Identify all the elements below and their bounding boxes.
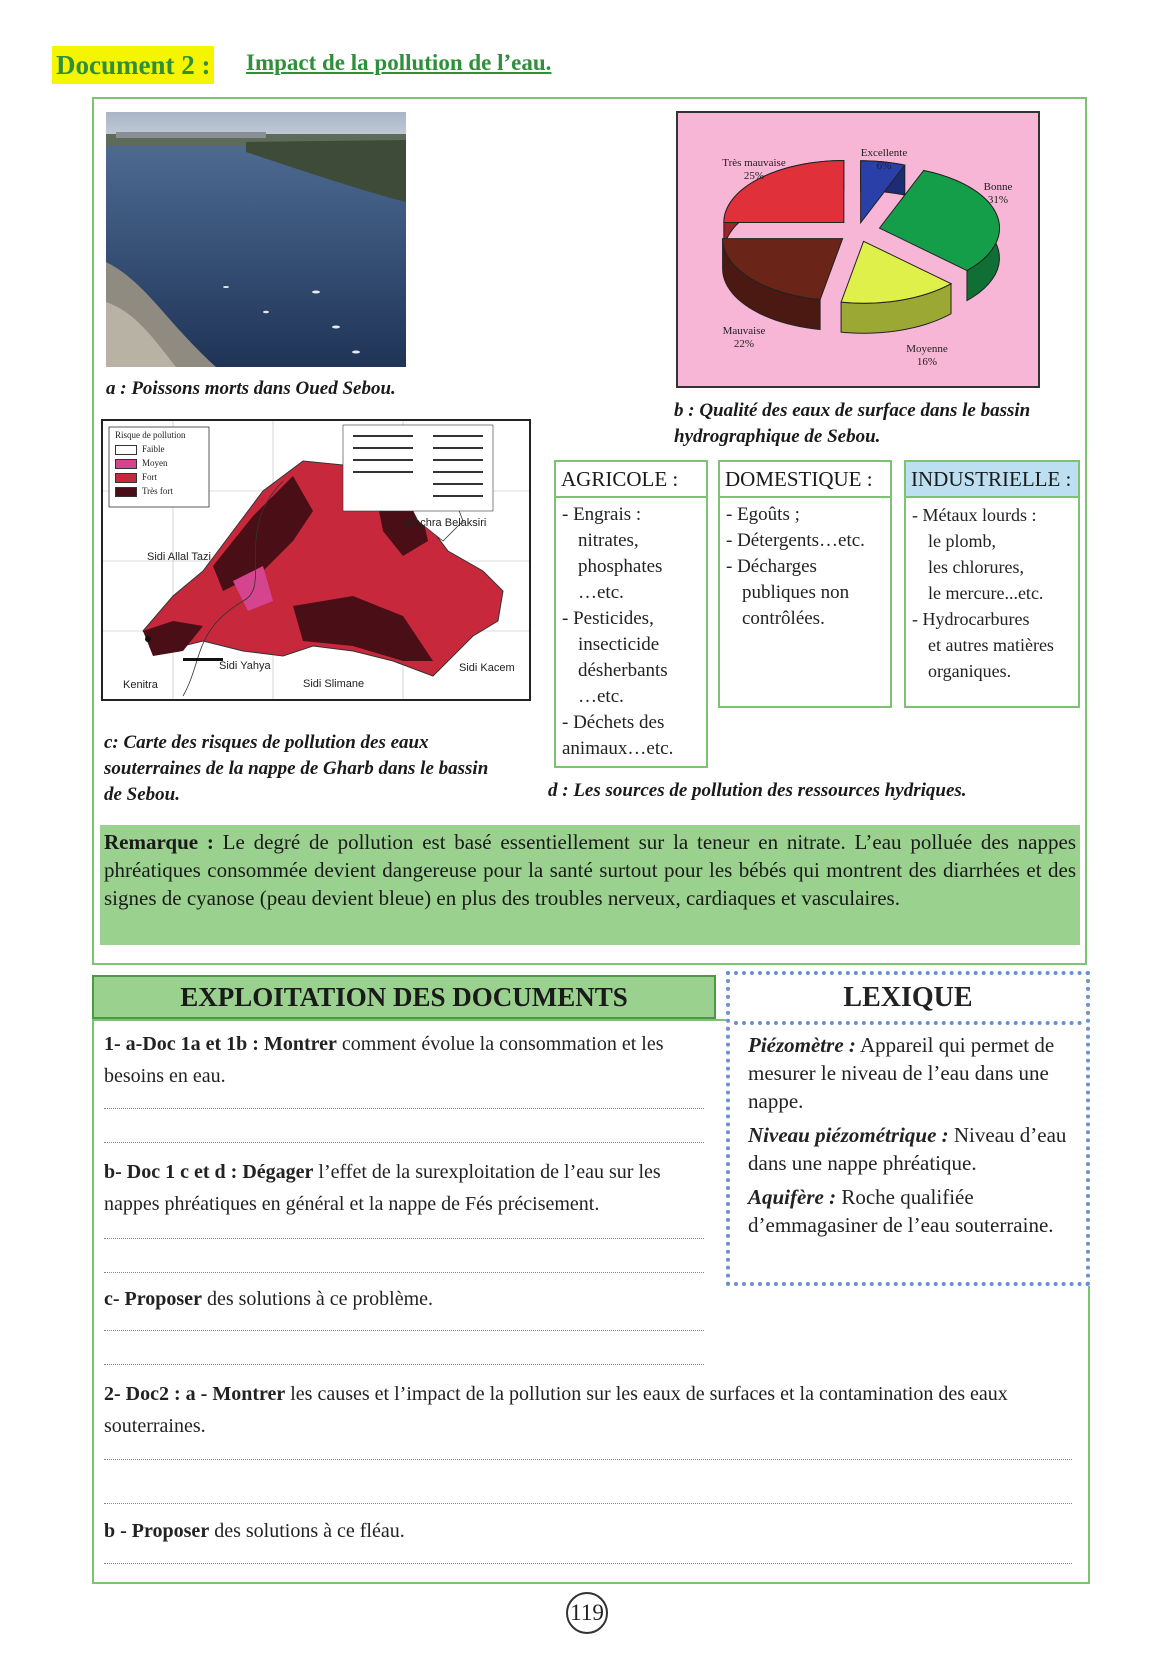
caption-c: c: Carte des risques de pollution des eaux souterraines de la nappe de Gharb dans le bassin de Sebou. [104,732,489,805]
source-industrielle-title: INDUSTRIELLE : [904,460,1080,498]
list-item: animaux…etc. [562,738,674,759]
legend-swatch [115,487,137,497]
answer-line[interactable] [104,1364,704,1365]
lexique-entry-piezometre: Piézomètre : Appareil qui permet de mesurer le niveau de l’eau dans une nappe. [748,1033,1055,1113]
question-2b: b - Proposer des solutions à ce fléau. [104,1520,405,1542]
list-item: - Hydrocarbures [912,609,1030,629]
list-item: désherbants [578,660,668,681]
list-item: le plomb, [928,531,996,551]
list-item: contrôlées. [742,608,825,629]
list-item: - Déchets des [562,712,665,733]
source-domestique-box [718,460,892,708]
answer-line[interactable] [104,1563,1072,1564]
list-item: insecticide [578,634,660,655]
source-industrielle-box [904,460,1080,708]
remark-box [100,825,1080,945]
list-item: phosphates [578,556,663,577]
lexique-entry-aquifere: Aquifère : Roche qualifiée d’emmagasiner de l’eau souterraine. [748,1185,1054,1237]
map-legend-title: Risque de pollution [115,430,186,440]
place-sidi-kacem: Sidi Kacem [459,662,515,674]
source-agricole-list [556,498,706,766]
dead-fish-photo [106,112,406,367]
place-sidi-allal-tazi: Sidi Allal Tazi [147,551,211,563]
list-item: les chlorures, [928,557,1024,577]
answer-line[interactable] [104,1272,704,1273]
pie-label-tres-mauvaise: Très mauvaise 25% [722,157,786,182]
legend-swatch [115,473,137,483]
list-item: - Egoûts ; [726,504,800,525]
question-2a: 2- Doc2 : a - Montrer les causes et l’impact de la pollution sur les eaux de surfaces et la contamination des eaux souterraines. [104,1383,1008,1437]
source-agricole-box [554,460,708,768]
list-item: nitrates, [578,530,639,551]
source-agricole-title: AGRICOLE : [554,460,708,498]
answer-line[interactable] [104,1330,704,1331]
source-industrielle-list [906,498,1078,688]
map-legend-item: Moyen [115,458,186,469]
list-item: - Détergents…etc. [726,530,865,551]
place-sidi-slimane: Sidi Slimane [303,678,365,690]
list-item: organiques. [928,661,1012,681]
map-legend [115,430,186,497]
answer-line[interactable] [104,1238,704,1239]
pollution-risk-map [101,419,531,701]
answer-line[interactable] [104,1459,1072,1460]
list-item: - Pesticides, [562,608,654,629]
list-item: …etc. [578,582,624,603]
map-legend-item: Fort [115,472,186,483]
pie-label-mauvaise: Mauvaise 22% [722,325,766,350]
answer-line[interactable] [104,1503,1072,1504]
page-number: 119 [566,1592,608,1634]
divider [92,1019,716,1022]
caption-d: d : Les sources de pollution des ressources hydriques. [548,780,967,801]
question-1c: c- Proposer des solutions à ce problème. [104,1288,434,1310]
place-machra-belaksiri: Machra Belaksiri [405,517,487,529]
place-kenitra: Kenitra [123,679,158,691]
map-legend-item: Très fort [115,486,186,497]
lexique-entry-niveau: Niveau piézométrique : Niveau d’eau dans une nappe phréatique. [748,1123,1067,1175]
lexique-title: LEXIQUE [734,975,1082,1025]
document-label: Document 2 : [52,46,214,84]
answer-line[interactable] [104,1108,704,1109]
pie-chart [676,111,1040,388]
pie-label-bonne: Bonne 31% [983,181,1013,206]
map-legend-item: Faible [115,444,186,455]
lexique-box [726,971,1090,1286]
exploitation-title: EXPLOITATION DES DOCUMENTS [92,975,716,1019]
answer-line[interactable] [104,1142,704,1143]
list-item: publiques non [742,582,850,603]
source-domestique-list [720,498,890,636]
list-item: le mercure...etc. [928,583,1044,603]
list-item: - Décharges [726,556,817,577]
legend-swatch [115,445,137,455]
source-domestique-title: DOMESTIQUE : [718,460,892,498]
list-item: - Engrais : [562,504,642,525]
list-item: et autres matières [928,635,1054,655]
remark-label: Remarque : [104,830,214,854]
list-item: - Métaux lourds : [912,505,1037,525]
legend-swatch [115,459,137,469]
pie-label-moyenne: Moyenne 16% [906,343,948,368]
caption-b: b : Qualité des eaux de surface dans le bassin hydrographique de Sebou. [674,400,1031,447]
list-item: …etc. [578,686,624,707]
question-1a: 1- a-Doc 1a et 1b : Montrer comment évolue la consommation et les besoins en eau. [104,1033,664,1087]
document-title: Impact de la pollution de l’eau. [246,50,552,75]
place-sidi-yahya: Sidi Yahya [219,660,271,672]
remark-text: Le degré de pollution est basé essentiellement sur la teneur en nitrate. L’eau polluée des nappes phréatiques consommée devient dangereuse pour la santé surtout pour les bébés qui montrent des diarrhées et des signes de cyanose (peau devient bleue) en plus des troubles nerveux, cardiaques et vasculaires. [104,830,1076,910]
question-1b: b- Doc 1 c et d : Dégager l’effet de la surexploitation de l’eau sur les nappes phréatiques en général et la nappe de Fés précisement. [104,1161,661,1215]
caption-a: a : Poissons morts dans Oued Sebou. [106,378,396,399]
pie-label-excellente: Excellente 6% [860,147,908,172]
